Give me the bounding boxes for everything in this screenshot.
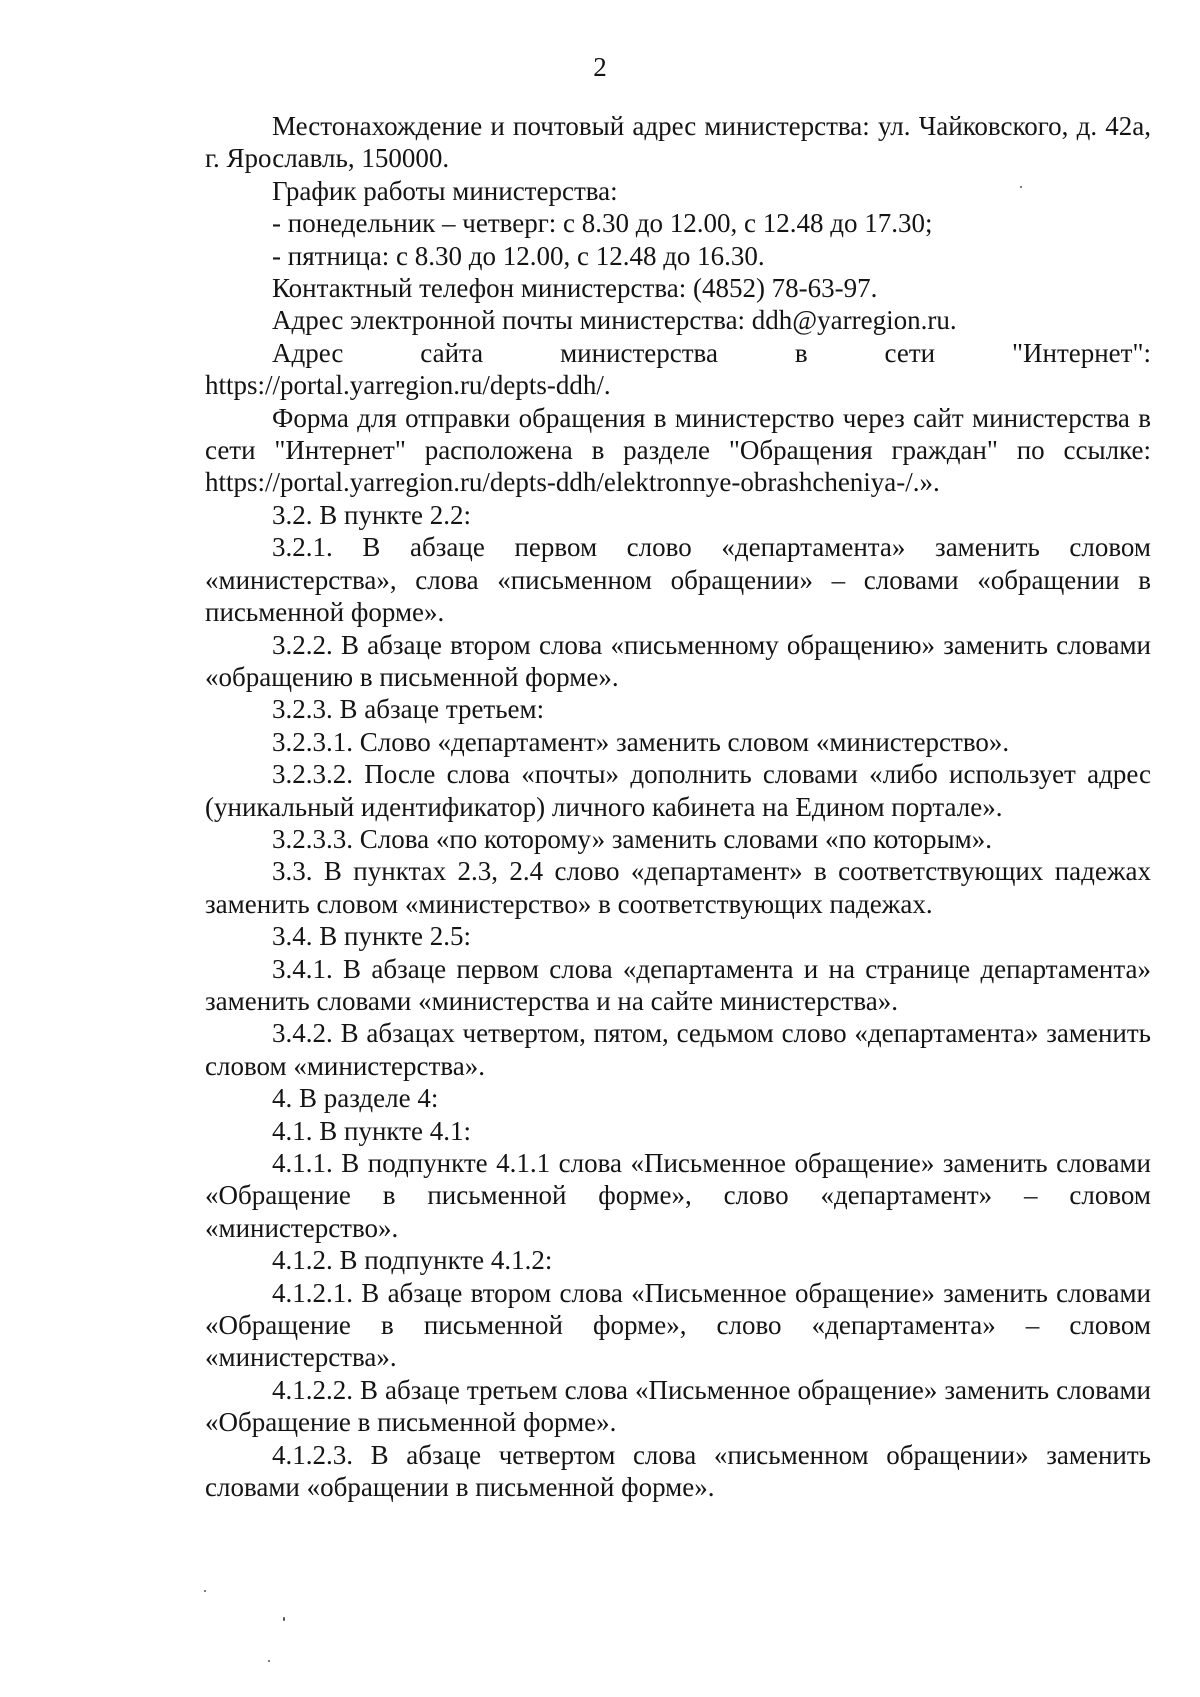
paragraph-item-4: 4. В разделе 4: bbox=[272, 1083, 439, 1114]
paragraph-item-3-4-1: 3.4.1. В абзаце первом слова «департамента и на странице департамента» заменить словами «министерства и на сайте министерства». bbox=[205, 953, 1151, 1016]
document-body bbox=[205, 110, 1151, 1503]
paragraph-schedule-heading: График работы министерства: bbox=[272, 175, 618, 206]
paragraph-item-3-2-3-1: 3.2.3.1. Слово «департамент» заменить словом «министерство». bbox=[272, 726, 1010, 757]
paragraph-item-3-4: 3.4. В пункте 2.5: bbox=[272, 921, 471, 952]
paragraph-phone: Контактный телефон министерства: (4852) 78-63-97. bbox=[272, 273, 878, 304]
paragraph-item-3-2-3: 3.2.3. В абзаце третьем: bbox=[272, 694, 545, 725]
paragraph-item-3-2-3-2: 3.2.3.2. После слова «почты» дополнить словами «либо использует адрес (уникальный идентификатор) личного кабинета на Едином портале». bbox=[205, 759, 1151, 822]
scan-speck bbox=[1020, 186, 1022, 188]
paragraph-schedule-mon-thu: - понедельник – четверг: с 8.30 до 12.00, с 12.48 до 17.30; bbox=[272, 208, 933, 239]
paragraph-item-4-1: 4.1. В пункте 4.1: bbox=[272, 1115, 471, 1146]
paragraph-item-4-1-1: 4.1.1. В подпункте 4.1.1 слова «Письменное обращение» заменить словами «Обращение в письменной форме», слово «департамент» – словом «министерство». bbox=[205, 1148, 1151, 1243]
paragraph-item-3-2-1: 3.2.1. В абзаце первом слово «департамента» заменить словом «министерства», слова «письменном обращении» – словами «обращении в письменной форме». bbox=[205, 532, 1151, 628]
scan-speck bbox=[204, 1590, 206, 1592]
paragraph-email: Адрес электронной почты министерства: ddh@yarregion.ru. bbox=[272, 305, 957, 336]
paragraph-address: Местонахождение и почтовый адрес министерства: ул. Чайковского, д. 42а, г. Ярославль, 150000. bbox=[205, 111, 1151, 174]
page-number: 2 bbox=[593, 52, 607, 82]
paragraph-form-link: Форма для отправки обращения в министерство через сайт министерства в сети "Интернет" расположена в разделе "Обращения граждан" по ссылке: https://portal.yarregion.ru/depts-ddh/elektronnye-obrashcheniya-/.». bbox=[205, 402, 1151, 498]
paragraph-item-4-1-2-3: 4.1.2.3. В абзаце четвертом слова «письменном обращении» заменить словами «обращении в письменной форме». bbox=[205, 1439, 1151, 1503]
paragraph-item-4-1-2-2: 4.1.2.2. В абзаце третьем слова «Письменное обращение» заменить словами «Обращение в письменной форме». bbox=[205, 1374, 1151, 1438]
paragraph-site-label: Адрес сайта министерства в сети "Интернет": bbox=[272, 337, 1151, 368]
paragraph-item-3-2: 3.2. В пункте 2.2: bbox=[272, 499, 471, 530]
paragraph-item-4-1-2-1: 4.1.2.1. В абзаце втором слова «Письменное обращение» заменить словами «Обращение в письменной форме», слово «департамента» – словом «министерства». bbox=[205, 1277, 1151, 1373]
scan-speck bbox=[268, 1660, 270, 1662]
paragraph-item-3-3: 3.3. В пунктах 2.3, 2.4 слово «департамент» в соответствующих падежах заменить словом «министерство» в соответствующих падежах. bbox=[205, 856, 1151, 919]
paragraph-site-url: https://portal.yarregion.ru/depts-ddh/. bbox=[205, 370, 611, 401]
paragraph-item-3-2-2: 3.2.2. В абзаце втором слова «письменному обращению» заменить словами «обращению в письменной форме». bbox=[205, 629, 1151, 692]
scan-speck bbox=[283, 1617, 285, 1621]
paragraph-item-4-1-2: 4.1.2. В подпункте 4.1.2: bbox=[272, 1245, 553, 1276]
paragraph-item-3-2-3-3: 3.2.3.3. Слова «по которому» заменить словами «по которым». bbox=[272, 823, 992, 854]
paragraph-schedule-fri: - пятница: с 8.30 до 12.00, с 12.48 до 16.30. bbox=[272, 240, 765, 271]
paragraph-item-3-4-2: 3.4.2. В абзацах четвертом, пятом, седьмом слово «департамента» заменить словом «министерства». bbox=[205, 1018, 1151, 1081]
